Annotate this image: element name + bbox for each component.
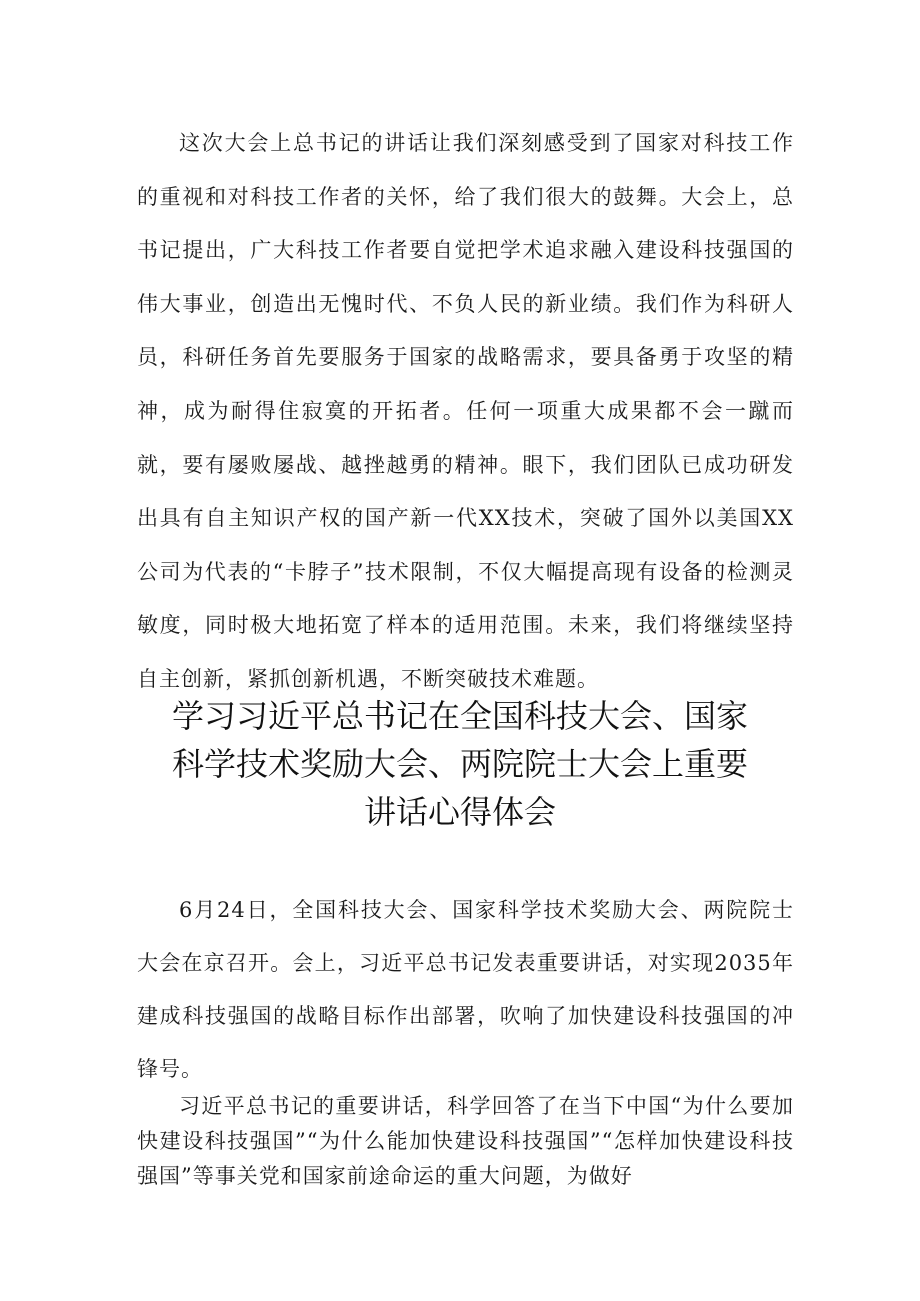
title-line-3: 讲话心得体会 (363, 793, 556, 831)
title-line-2: 科学技术奖励大会、两院院士大会上重要 (171, 745, 748, 783)
body-paragraph-3: 习近平总书记的重要讲话，科学回答了在当下中国“为什么要加快建设科技强国”“为什么能加快建设科技强国”“怎样加快建设科技强国”等事关党和国家前途命运的重大问题，为做好 (137, 1094, 794, 1188)
article-title (110, 692, 810, 836)
body-paragraph-2: 6月24日，全国科技大会、国家科学技术奖励大会、两院院士大会在京召开。会上，习近平总书记发表重要讲话，对实现2035年建成科技强国的战略目标作出部署，吹响了加快建设科技强国的冲锋号。 (137, 898, 794, 1081)
title-line-1: 学习习近平总书记在全国科技大会、国家 (171, 697, 748, 735)
body-paragraph-1: 这次大会上总书记的讲话让我们深刻感受到了国家对科技工作的重视和对科技工作者的关怀，给了我们很大的鼓舞。大会上，总书记提出，广大科技工作者要自觉把学术追求融入建设科技强国的伟大事业，创造出无愧时代、不负人民的新业绩。我们作为科研人员，科研任务首先要服务于国家的战略需求，要具备勇于攻坚的精神，成为耐得住寂寞的开拓者。任何一项重大成果都不会一蹴而就，要有屡败屡战、越挫越勇的精神。眼下，我们团队已成功研发出具有自主知识产权的国产新一代XX技术，突破了国外以美国XX公司为代表的“卡脖子”技术限制，不仅大幅提高现有设备的检测灵敏度，同时极大地拓宽了样本的适用范围。未来，我们将继续坚持自主创新，紧抓创新机遇，不断突破技术难题。 (137, 131, 794, 691)
